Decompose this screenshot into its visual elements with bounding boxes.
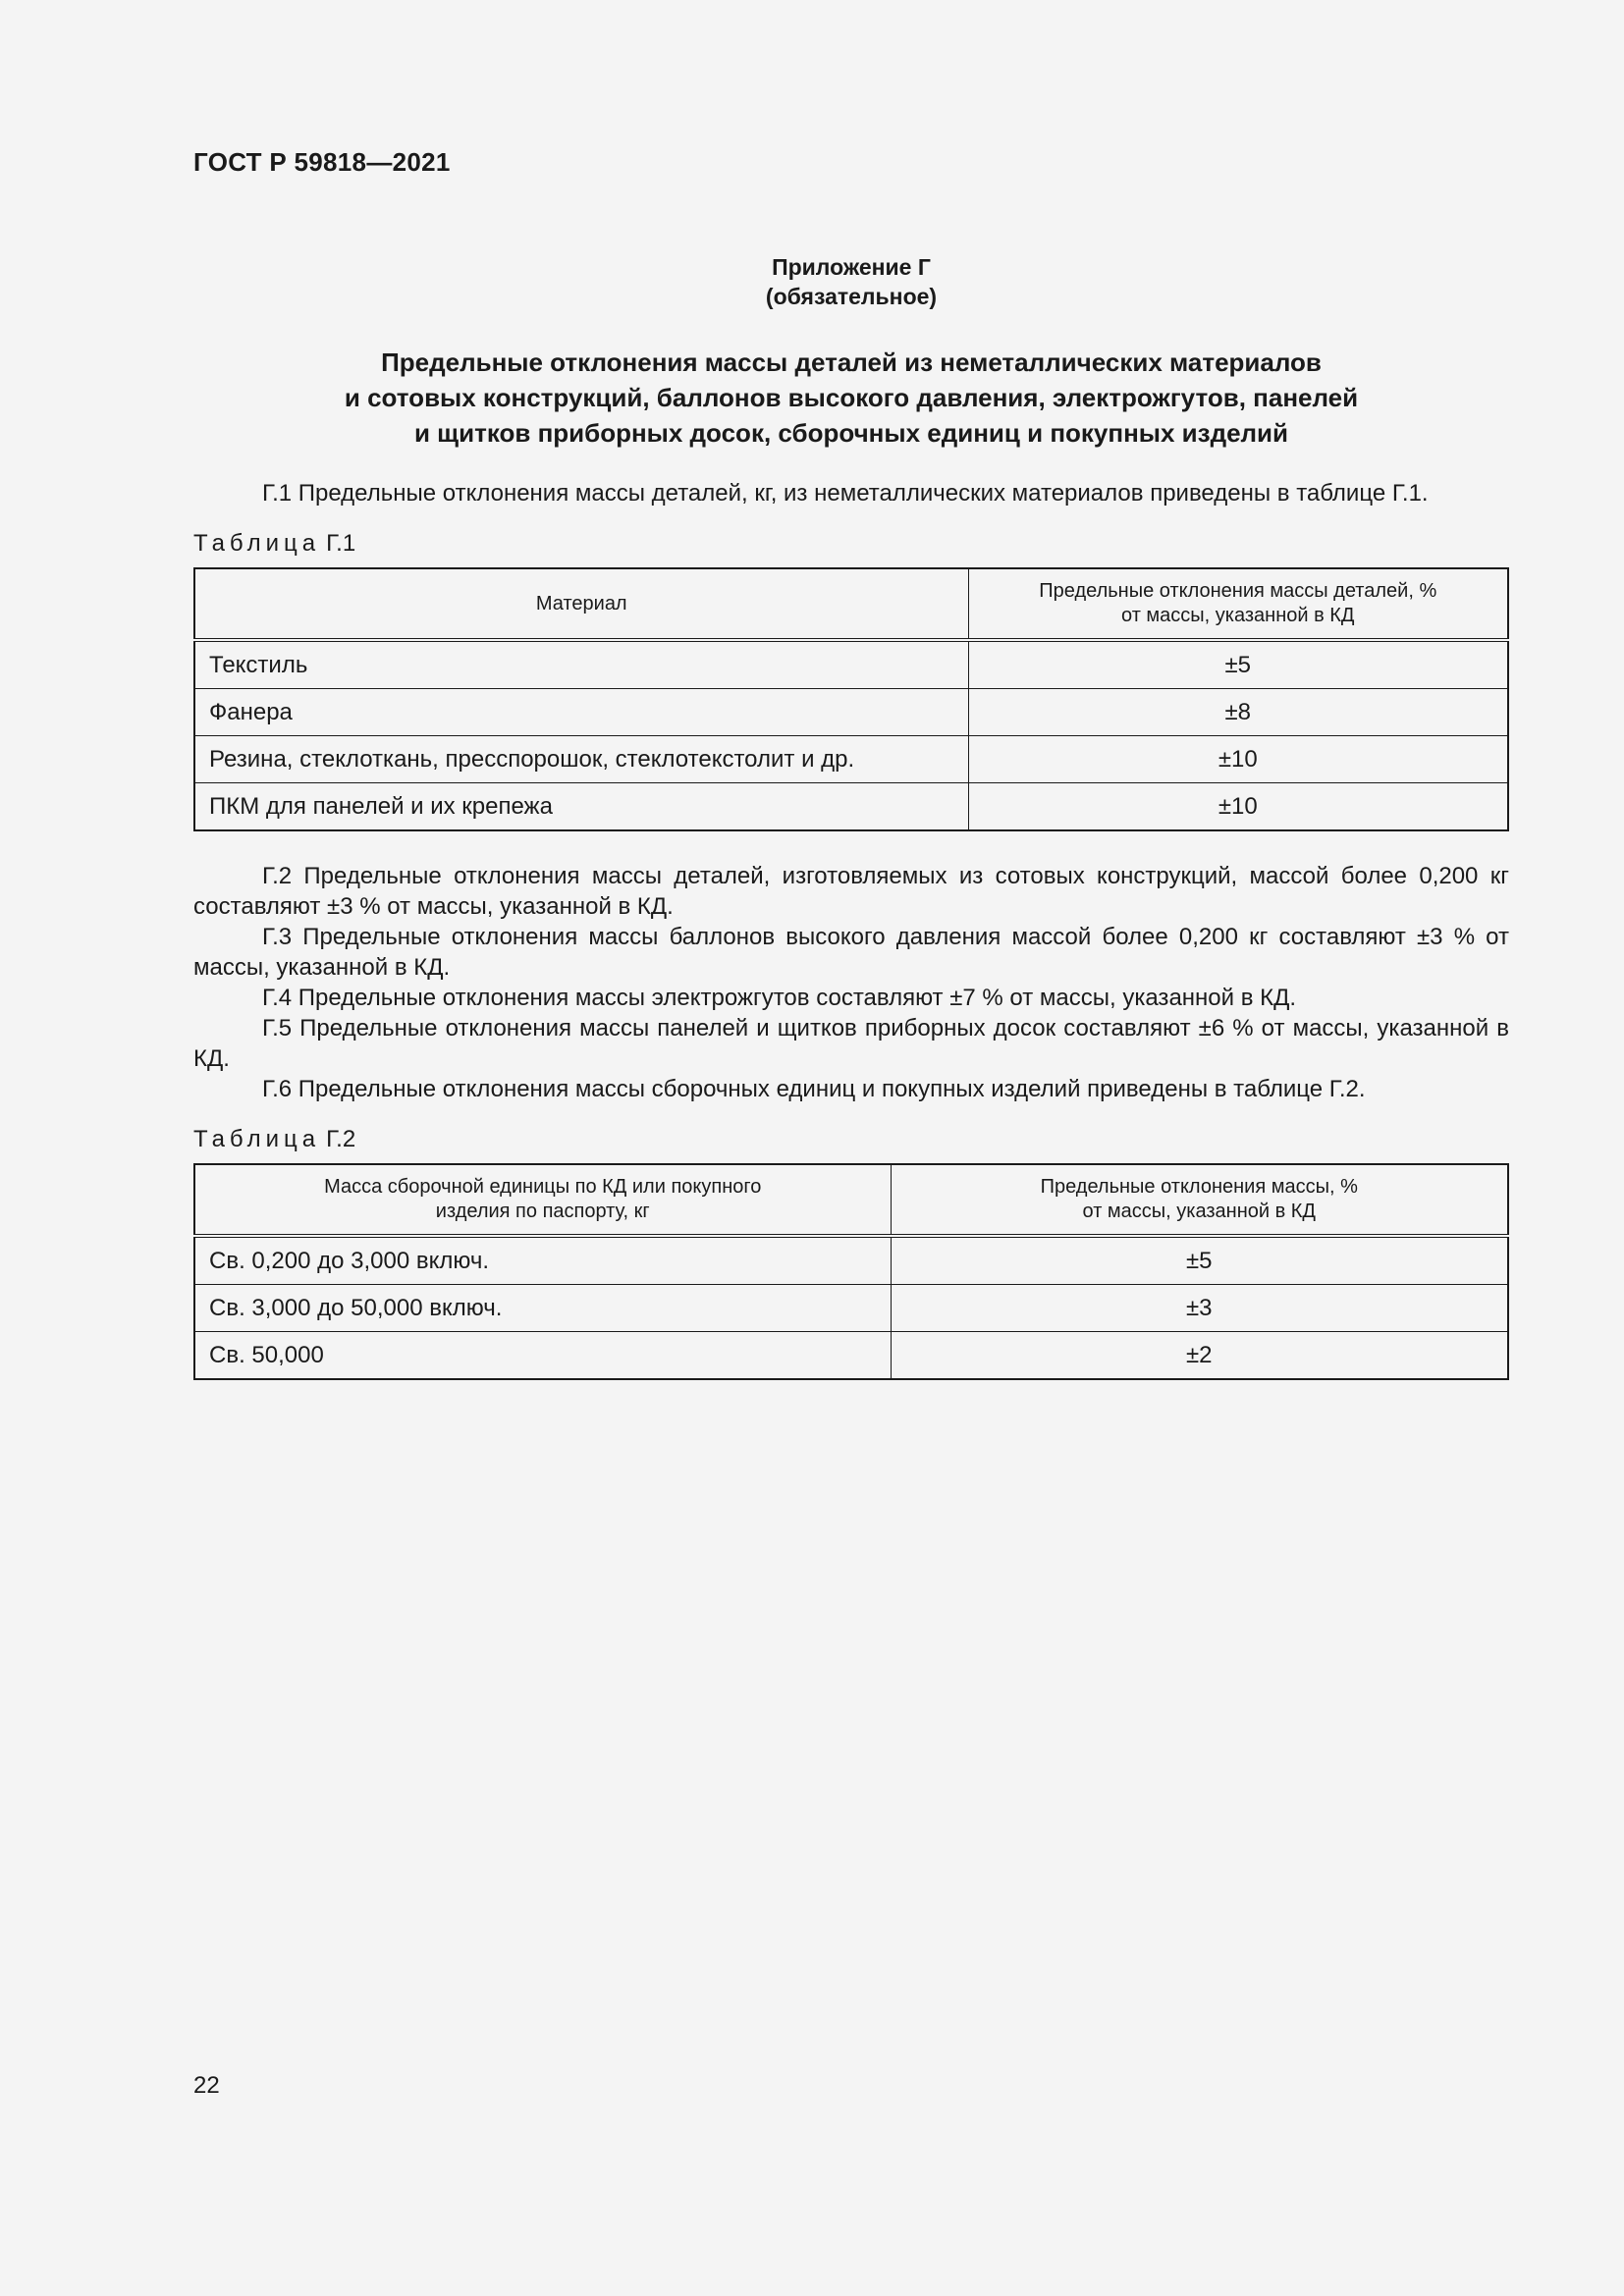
- document-code: ГОСТ Р 59818—2021: [193, 147, 451, 177]
- document-page: [193, 147, 1509, 1380]
- table1-header-deviation-line: от массы, указанной в КД: [1121, 605, 1355, 626]
- table1-header-row: [194, 568, 1508, 640]
- table-row: [194, 640, 1508, 689]
- table2-caption: [193, 1126, 1509, 1153]
- table2-cell-value: ±3: [891, 1285, 1508, 1332]
- table2-header-deviation-line: Предельные отклонения массы, %: [1040, 1176, 1358, 1198]
- annex-label: Приложение Г: [772, 254, 931, 280]
- paragraph-g3: Г.3 Предельные отклонения массы баллонов высокого давления массой более 0,200 кг составляют ±3 % от массы, указанной в КД.: [193, 924, 1509, 981]
- table-row: [194, 1332, 1508, 1380]
- table-row: [194, 689, 1508, 736]
- table1-header-deviation-line: Предельные отклонения массы деталей, %: [1039, 580, 1437, 602]
- table2-header-mass: [194, 1164, 891, 1236]
- table-row: [194, 1285, 1508, 1332]
- table2-header-row: [194, 1164, 1508, 1236]
- table-g1: [193, 567, 1509, 831]
- table2-cell-mass: Св. 3,000 до 50,000 включ.: [194, 1285, 891, 1332]
- table1-cell-value: ±8: [968, 689, 1508, 736]
- table2-header-deviation: [891, 1164, 1508, 1236]
- table1-cell-value: ±10: [968, 783, 1508, 831]
- table2-cell-mass: Св. 50,000: [194, 1332, 891, 1380]
- paragraph-g5: Г.5 Предельные отклонения массы панелей и щитков приборных досок составляют ±6 % от массы, указанной в КД.: [193, 1015, 1509, 1072]
- annex-heading: [193, 252, 1509, 311]
- table2-header-mass-line: Масса сборочной единицы по КД или покупного: [324, 1176, 762, 1198]
- table1-header-material: Материал: [194, 568, 968, 640]
- table1-caption-word: Таблица: [193, 530, 321, 557]
- table2-caption-number: Г.2: [326, 1126, 356, 1152]
- table1-cell-value: ±5: [968, 640, 1508, 689]
- table1-caption-number: Г.1: [326, 530, 356, 557]
- table-row: [194, 736, 1508, 783]
- table1-cell-value: ±10: [968, 736, 1508, 783]
- annex-title: [193, 345, 1509, 451]
- table1-cell-material: Текстиль: [194, 640, 968, 689]
- annex-status: (обязательное): [765, 284, 938, 309]
- paragraph-g2: Г.2 Предельные отклонения массы деталей, изготовляемых из сотовых конструкций, массой более 0,200 кг составляют ±3 % от массы, указанной в КД.: [193, 863, 1509, 920]
- annex-title-line: и сотовых конструкций, баллонов высокого давления, электрожгутов, панелей: [344, 383, 1359, 412]
- annex-title-line: и щитков приборных досок, сборочных единиц и покупных изделий: [413, 418, 1289, 448]
- table2-caption-word: Таблица: [193, 1126, 321, 1152]
- paragraph-g4: Г.4 Предельные отклонения массы электрожгутов составляют ±7 % от массы, указанной в КД.: [262, 985, 1297, 1011]
- table2-header-mass-line: изделия по паспорту, кг: [435, 1201, 650, 1222]
- table-g2: [193, 1163, 1509, 1380]
- table2-cell-value: ±2: [891, 1332, 1508, 1380]
- table-row: [194, 783, 1508, 831]
- table2-cell-mass: Св. 0,200 до 3,000 включ.: [194, 1236, 891, 1285]
- table1-cell-material: Резина, стеклоткань, пресспорошок, стеклотекстолит и др.: [194, 736, 968, 783]
- paragraph-g6: Г.6 Предельные отклонения массы сборочных единиц и покупных изделий приведены в таблице Г.2.: [262, 1076, 1366, 1102]
- page-number: 22: [193, 2072, 220, 2099]
- table1-cell-material: Фанера: [194, 689, 968, 736]
- paragraph-g1: Г.1 Предельные отклонения массы деталей, кг, из неметаллических материалов приведены в таблице Г.1.: [262, 480, 1429, 507]
- table2-cell-value: ±5: [891, 1236, 1508, 1285]
- table1-caption: [193, 530, 1509, 558]
- table-row: [194, 1236, 1508, 1285]
- table1-header-deviation: [968, 568, 1508, 640]
- table1-cell-material: ПКМ для панелей и их крепежа: [194, 783, 968, 831]
- paragraph-block: [193, 861, 1509, 1104]
- table2-header-deviation-line: от массы, указанной в КД: [1082, 1201, 1316, 1222]
- annex-title-line: Предельные отклонения массы деталей из неметаллических материалов: [381, 347, 1322, 377]
